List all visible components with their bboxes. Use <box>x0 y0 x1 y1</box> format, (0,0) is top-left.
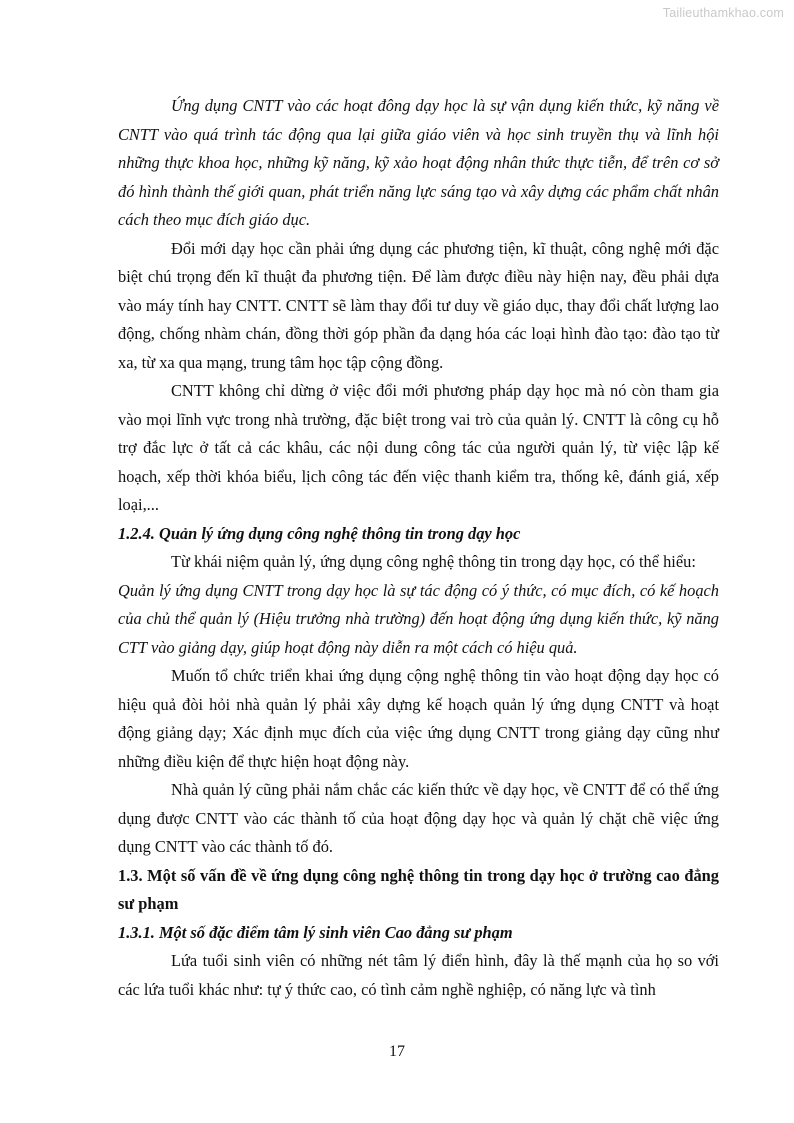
heading-1-2-4: 1.2.4. Quản lý ứng dụng công nghệ thông tin trong dạy học <box>118 523 521 543</box>
paragraph-management-definition: Quản lý ứng dụng CNTT trong dạy học là sự tác động có ý thức, có mục đích, có kế hoạch của chủ thể quản lý (Hiệu trưởng nhà trường) đến hoạt động ứng dụng kiến thức, kỹ năng CTT vào giảng dạy, giúp hoạt động này diễn ra một cách có hiệu quả. <box>118 580 719 657</box>
heading-1-3-1: 1.3.1. Một số đặc điểm tâm lý sinh viên Cao đẳng sư phạm <box>118 922 513 942</box>
paragraph-cntt-application-definition: Ứng dụng CNTT vào các hoạt đông dạy học là sự vận dụng kiến thức, kỹ năng về CNTT vào quá trình tác động qua lại giữa giáo viên và học sinh truyền thụ và lĩnh hội những thực khoa học, những kỹ năng, kỹ xảo hoạt động nhân thức thực tiễn, để trên cơ sở đó hình thành thế giới quan, phát triển năng lực sáng tạo và xây dựng các phẩm chất nhân cách theo mục đích giáo dục. <box>118 96 719 229</box>
paragraph-management-concept-intro: Từ khái niệm quản lý, ứng dụng công nghệ thông tin trong dạy học, có thể hiểu: <box>171 552 696 571</box>
watermark-text: Tailieuthamkhao.com <box>662 6 784 20</box>
page-number: 17 <box>389 1043 405 1060</box>
paragraph-teaching-innovation: Đổi mới dạy học cần phải ứng dụng các phương tiện, kĩ thuật, công nghệ mới đặc biệt chú trọng đến kĩ thuật đa phương tiện. Để làm được điều này hiện nay, đều phải dựa vào máy tính hay CNTT. CNTT sẽ làm thay đổi tư duy về giáo dục, thay đổi chất lượng lao động, chống nhàm chán, đồng thời góp phần đa dạng hóa các loại hình đào tạo: đào tạo từ xa, từ xa qua mạng, trung tâm học tập cộng đồng. <box>118 238 719 372</box>
paragraph-manager-knowledge: Nhà quản lý cũng phải nắm chắc các kiến thức về dạy học, về CNTT để có thể ứng dụng được CNTT vào các thành tố của hoạt động dạy học và quản lý chặt chẽ việc ứng dụng CNTT vào các thành tố đó. <box>118 780 719 856</box>
document-body <box>118 92 719 1004</box>
paragraph-student-psychology: Lứa tuổi sinh viên có những nét tâm lý điển hình, đây là thế mạnh của họ so với các lứa tuổi khác như: tự ý thức cao, có tình cảm nghề nghiệp, có năng lực và tình <box>118 951 719 999</box>
heading-1-3: 1.3. Một số vấn đề về ứng dụng công nghệ thông tin trong dạy học ở trường cao đẳng sư phạm <box>118 865 719 913</box>
paragraph-cntt-management-role: CNTT không chỉ dừng ở việc đổi mới phương pháp dạy học mà nó còn tham gia vào mọi lĩnh vực trong nhà trường, đặc biệt trong vai trò của quản lý. CNTT là công cụ hỗ trợ đắc lực ở tất cả các khâu, các nội dung công tác của người quản lý, từ việc lập kế hoạch, xếp thời khóa biểu, lịch công tác đến việc thanh kiểm tra, thống kê, đánh giá, xếp loại,... <box>118 381 719 514</box>
paragraph-implementation-plan: Muốn tổ chức triển khai ứng dụng cộng nghệ thông tin vào hoạt động dạy học có hiệu quả đòi hỏi nhà quản lý phải xây dựng kế hoạch quản lý ứng dụng CNTT và hoạt động giảng dạy; Xác định mục đích của việc ứng dụng CNTT trong giảng dạy cũng như những điều kiện để thực hiện hoạt động này. <box>118 666 719 771</box>
